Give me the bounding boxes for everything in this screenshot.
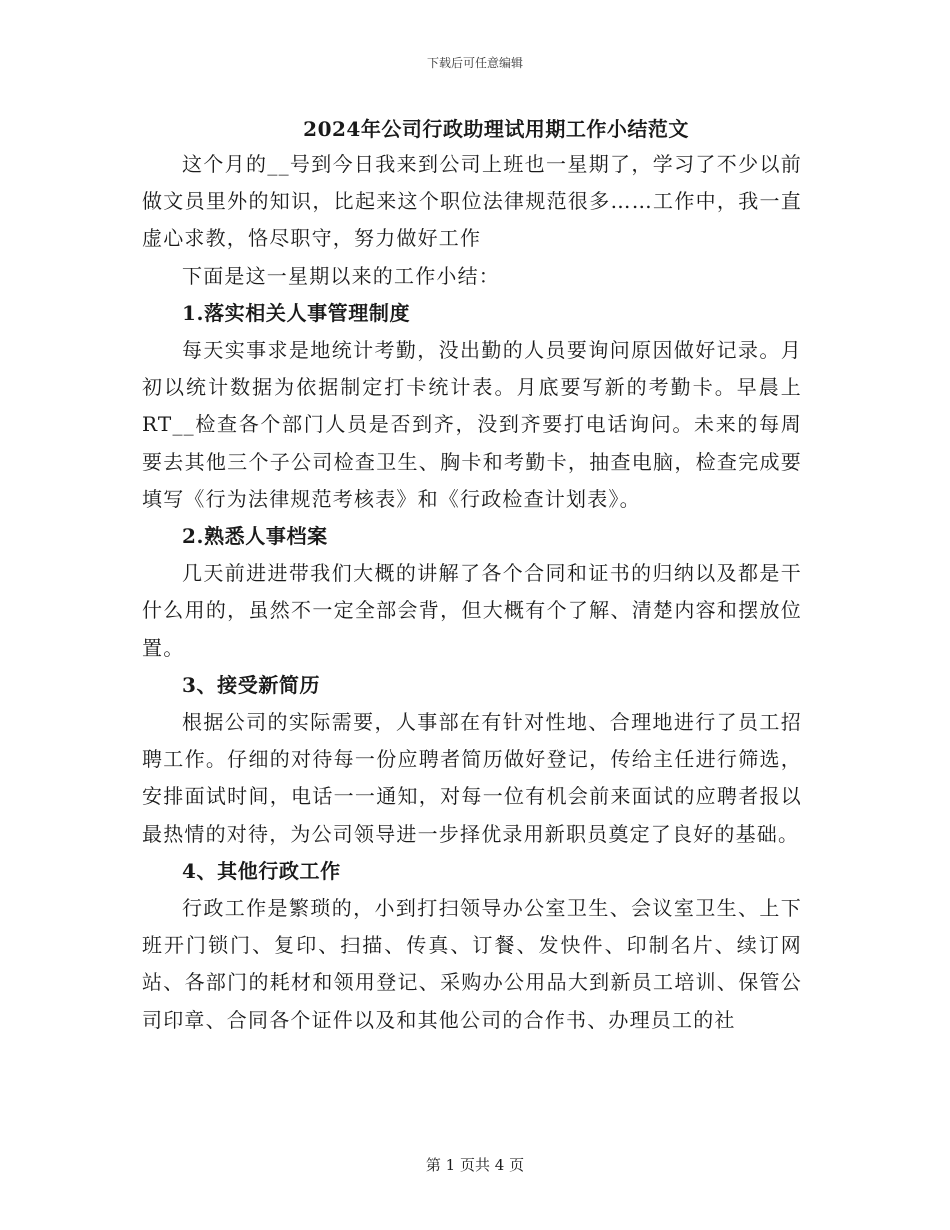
- document-title: 2024年公司行政助理试用期工作小结范文: [303, 117, 689, 141]
- section-heading: 2.熟悉人事档案: [182, 524, 328, 549]
- intro-paragraph: 这个月的__号到今日我来到公司上班也一星期了，学习了不少以前做文员里外的知识，比起来这个职位法律规范很多……工作中，我一直虚心求教，恪尽职守，努力做好工作: [142, 152, 802, 251]
- section-heading: 4、其他行政工作: [182, 858, 341, 883]
- intro-paragraph: 下面是这一星期以来的工作小结：: [182, 263, 500, 288]
- document-body: [142, 112, 802, 1039]
- section-paragraph: 根据公司的实际需要，人事部在有针对性地、合理地进行了员工招聘工作。仔细的对待每一份应聘者简历做好登记，传给主任进行筛选，安排面试时间，电话一一通知，对每一位有机会前来面试的应聘者报以最热情的对待，为公司领导进一步择优录用新职员奠定了良好的基础。: [142, 710, 802, 846]
- section-heading: 1.落实相关人事管理制度: [182, 300, 411, 325]
- page-number: 第 1 页共 4 页: [425, 1156, 525, 1174]
- header-note: 下载后可任意编辑: [426, 56, 523, 70]
- section-paragraph: 每天实事求是地统计考勤，没出勤的人员要询问原因做好记录。月初以统计数据为依据制定打卡统计表。月底要写新的考勤卡。早晨上RT__检查各个部门人员是否到齐，没到齐要打电话询问。未来的每周要去其他三个子公司检查卫生、胸卡和考勤卡，抽查电脑，检查完成要填写《行为法律规范考核表》和《行政检查计划表》。: [142, 338, 802, 511]
- section-paragraph: 行政工作是繁琐的，小到打扫领导办公室卫生、会议室卫生、上下班开门锁门、复印、扫描、传真、订餐、发快件、印制名片、续订网站、各部门的耗材和领用登记、采购办公用品大到新员工培训、保管公司印章、合同各个证件以及和其他公司的合作书、办理员工的社: [142, 896, 802, 1032]
- section-paragraph: 几天前进进带我们大概的讲解了各个合同和证书的归纳以及都是干什么用的，虽然不一定全部会背，但大概有个了解、清楚内容和摆放位置。: [142, 561, 802, 660]
- section-heading: 3、接受新简历: [182, 672, 321, 697]
